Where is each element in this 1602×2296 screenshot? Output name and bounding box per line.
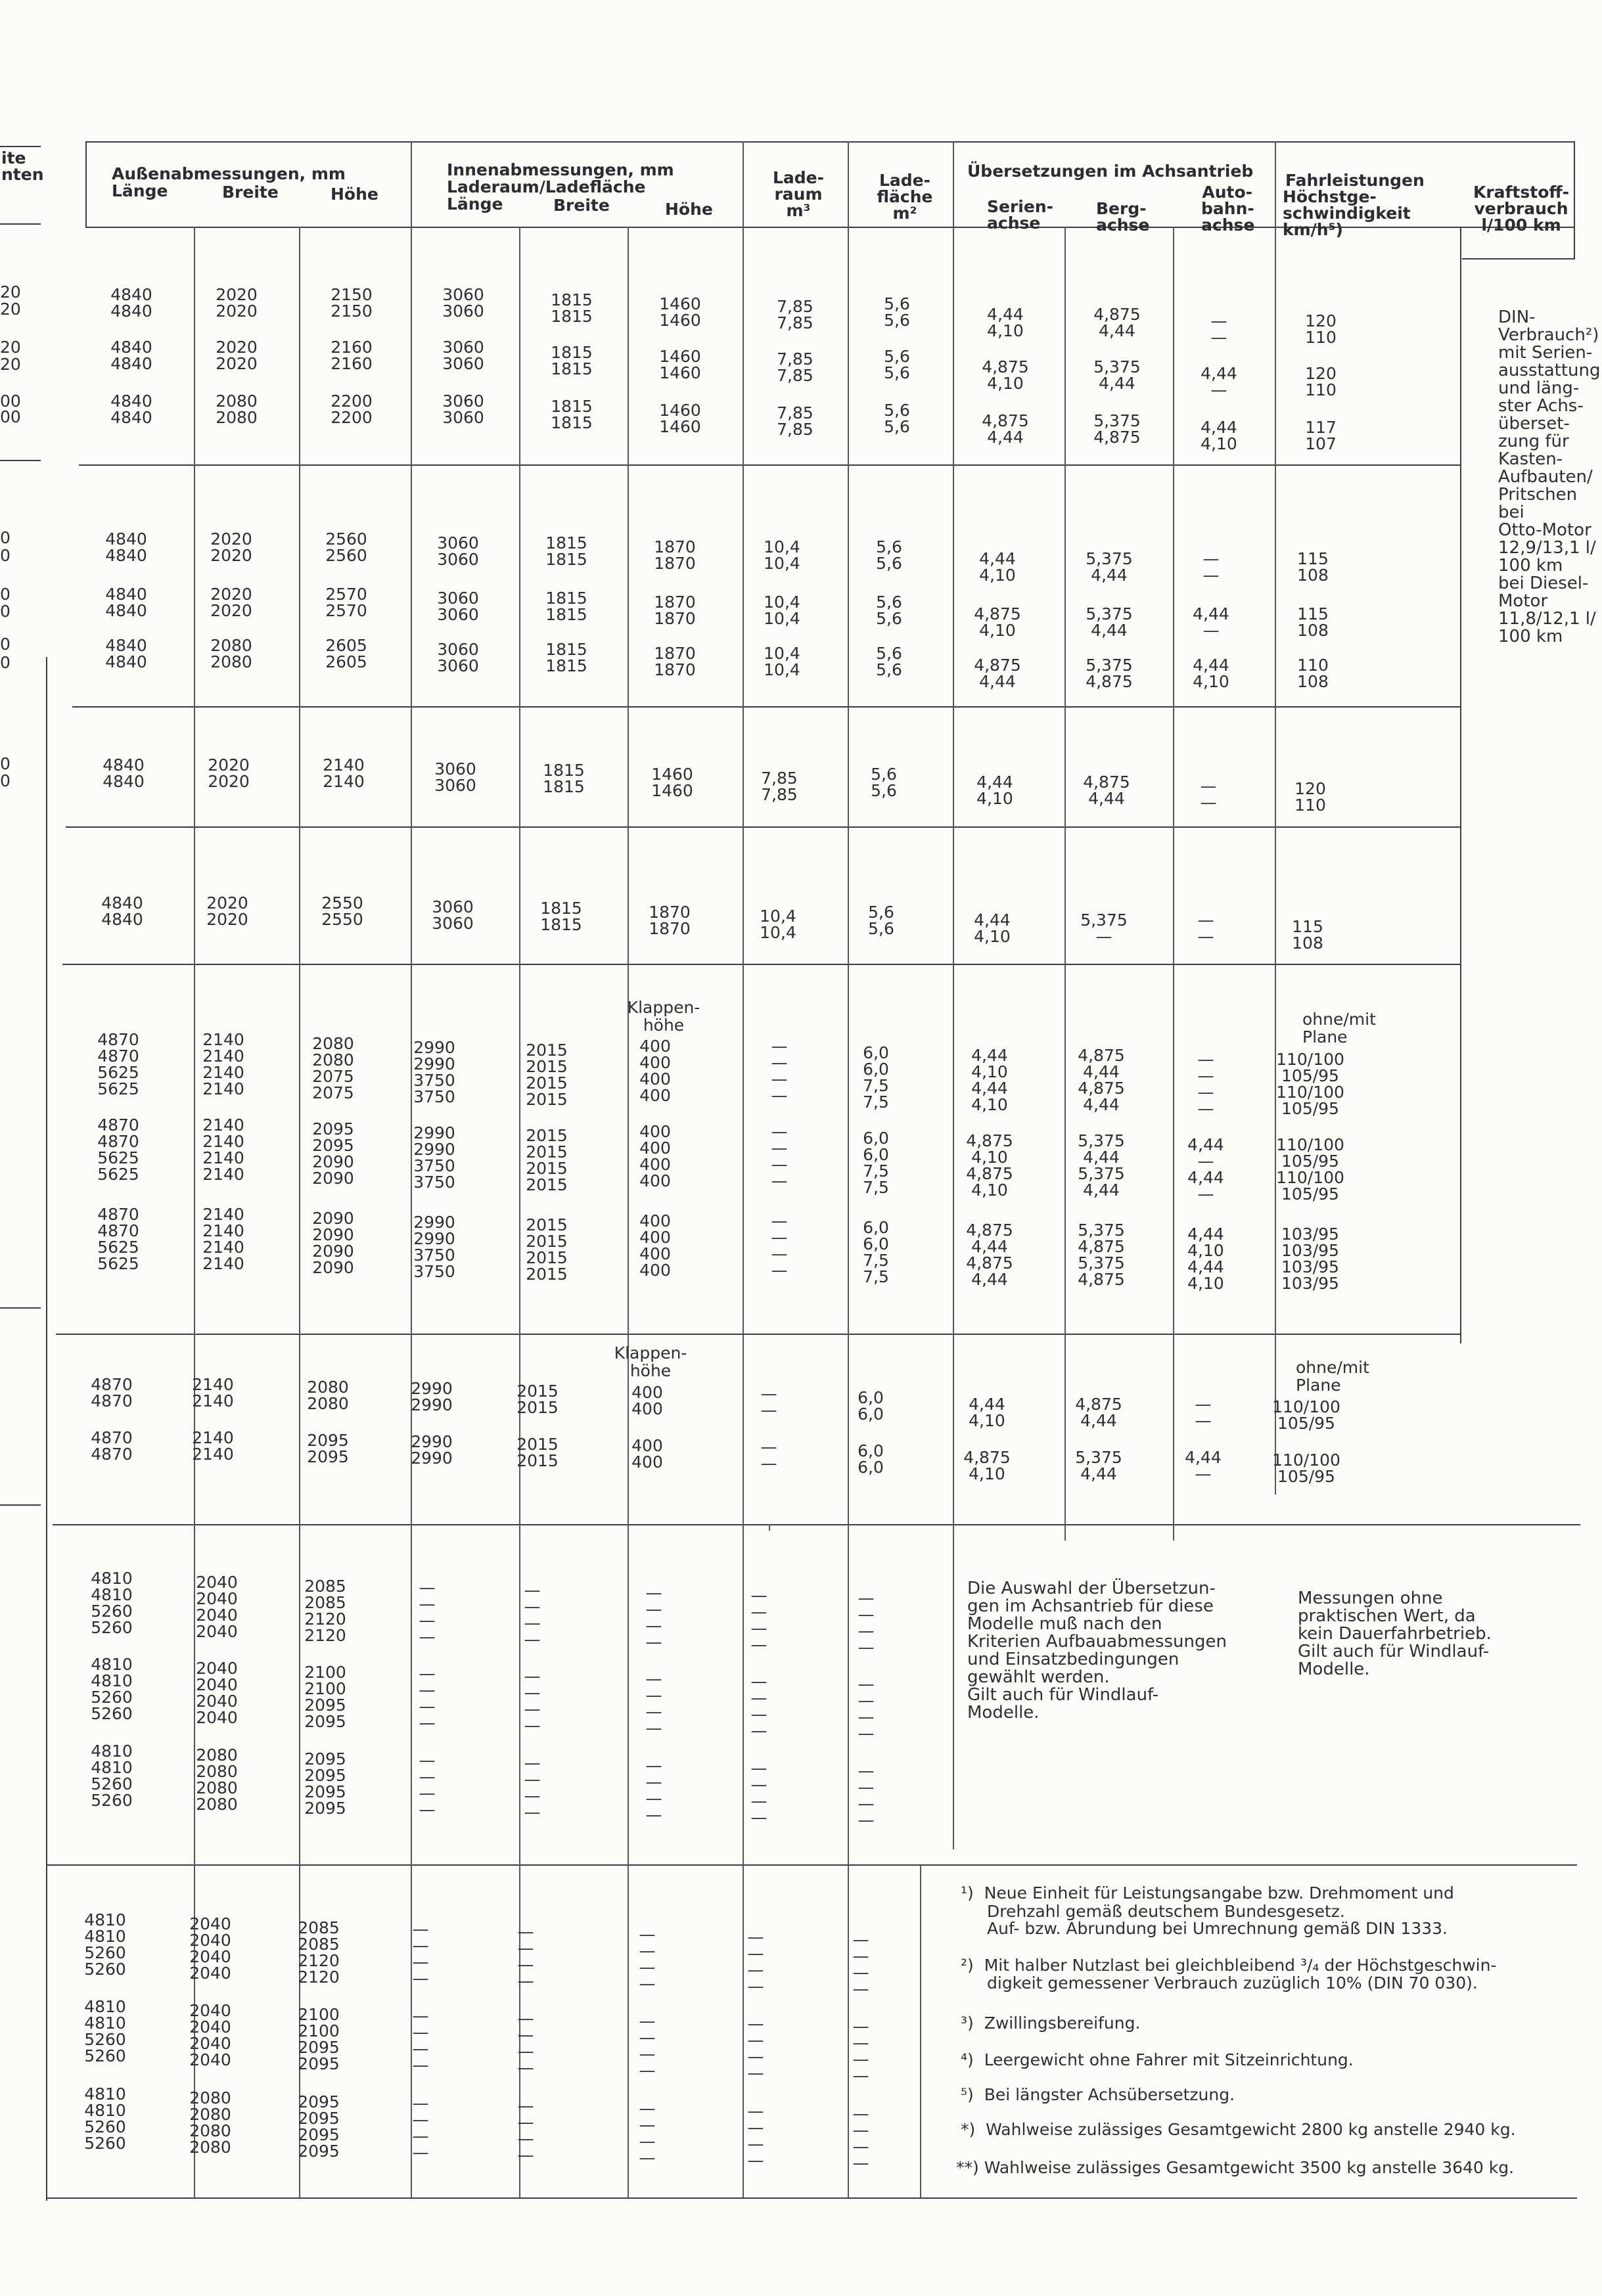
cell-laderaum: — — — — <box>771 1211 788 1280</box>
cell-serienachse: 4,44 4,10 <box>987 305 1024 340</box>
cell-aussen-breite: 2020 2020 <box>206 893 248 929</box>
cell-serienachse: 4,44 4,10 <box>969 1395 1005 1430</box>
cell-innen-laenge: 2990 2990 3750 3750 <box>413 1038 455 1106</box>
cell-ladeflaeche: 6,0 6,0 <box>858 1441 884 1477</box>
cell-aussen-laenge: 4840 4840 <box>105 636 147 671</box>
fragment-value: 0 <box>0 528 11 547</box>
cell-laderaum: 7,85 7,85 <box>777 297 813 332</box>
cell-aussen-laenge: 4870 4870 <box>91 1428 133 1464</box>
header-kraftstoff: Kraftstoff- verbrauch l/100 km <box>1473 183 1570 235</box>
cell-innen-hoehe: 1870 1870 <box>654 644 696 679</box>
cell-innen-laenge: 3060 3060 <box>437 640 479 675</box>
cell-hoechstgeschwindigkeit: 110 108 <box>1297 656 1329 691</box>
cell-bergachse: 5,375 4,875 5,375 4,875 <box>1078 1221 1125 1289</box>
fragment-value: 0 <box>0 754 11 773</box>
klappenhoehe-label: Klappen- höhe <box>627 998 700 1035</box>
cell-innen-hoehe: 1870 1870 <box>649 903 691 938</box>
cell-aussen-hoehe: 2550 2550 <box>321 893 363 929</box>
rule <box>53 1524 1580 1525</box>
cell-innen-laenge: 2990 2990 <box>411 1379 453 1414</box>
cell-innen-laenge: 3060 3060 <box>432 897 474 933</box>
cell-autobahnachse: — — <box>1210 311 1227 347</box>
cell-innen-laenge: 2990 2990 <box>411 1432 453 1468</box>
cell-dash: — — — — <box>412 2094 429 2162</box>
cell-aussen-hoehe: 2605 2605 <box>325 636 367 671</box>
cell-bergachse: 4,875 4,44 <box>1083 773 1130 808</box>
cell-aussen-hoehe: 2095 2095 <box>307 1431 349 1466</box>
cell-serienachse: 4,875 4,10 <box>963 1448 1011 1483</box>
cell-innen-hoehe: 1460 1460 <box>659 401 701 436</box>
rule <box>920 1866 921 2197</box>
messung-note: Messungen ohne praktischen Wert, da kein Dauerfahrbetrieb. Gilt auch für Windlauf- Modelle. <box>1298 1588 1492 1679</box>
cell-bergachse: 5,375 — <box>1080 911 1128 946</box>
cell-ladeflaeche: 6,0 6,0 7,5 7,5 <box>863 1043 889 1112</box>
cell-aussen-breite: 2140 2140 <box>192 1428 234 1464</box>
rule <box>1275 141 1276 1495</box>
cell-aussen-laenge: 4870 4870 5625 5625 <box>97 1205 139 1273</box>
cell-laderaum: 10,4 10,4 <box>764 537 800 573</box>
cell-dash: — — — — <box>639 2012 656 2080</box>
cell-aussen-laenge: 4870 4870 5625 5625 <box>97 1030 139 1098</box>
cell-innen-breite: 2015 2015 <box>516 1435 559 1470</box>
cell-aussen-laenge: 4840 4840 <box>110 285 152 321</box>
fragment-value: 00 <box>0 392 21 411</box>
cell-ladeflaeche: 5,6 5,6 <box>868 903 894 938</box>
footnote: ²) Mit halber Nutzlast bei gleichbleibend ³/₄ der Höchstgeschwin- <box>961 1956 1497 1975</box>
cell-innen-hoehe: 400 400 400 400 <box>639 1211 671 1280</box>
cell-aussen-laenge: 4810 4810 5260 5260 <box>91 1655 133 1723</box>
fragment-value: 0 <box>0 602 11 621</box>
fragment-value: 0 <box>0 546 11 565</box>
cell-hoechstgeschwindigkeit: 115 108 <box>1297 604 1329 640</box>
cell-ladeflaeche: 5,6 5,6 <box>871 765 897 800</box>
cell-laderaum: — — — — <box>771 1122 788 1190</box>
cell-aussen-breite: 2040 2040 2040 2040 <box>196 1573 238 1641</box>
cell-hoechstgeschwindigkeit: 110/100 105/95 <box>1272 1451 1340 1486</box>
cell-autobahnachse: 4,44 — 4,44 — <box>1187 1135 1224 1204</box>
cell-serienachse: 4,875 4,10 <box>982 357 1029 393</box>
cell-dash: — — — — <box>412 2006 429 2075</box>
rule <box>0 223 41 225</box>
cell-aussen-hoehe: 2570 2570 <box>325 585 367 620</box>
klappenhoehe-label: Klappen- höhe <box>614 1343 687 1380</box>
header-aussen-title: Außenabmessungen, mm <box>112 164 346 183</box>
cell-hoechstgeschwindigkeit: 110/100 105/95 <box>1272 1397 1340 1433</box>
cell-innen-hoehe: 1460 1460 <box>659 294 701 330</box>
cell-aussen-hoehe: 2085 2085 2120 2120 <box>298 1918 340 1987</box>
cell-bergachse: 4,875 4,44 <box>1075 1395 1122 1430</box>
rule <box>66 826 1460 828</box>
cell-aussen-hoehe: 2140 2140 <box>323 755 365 791</box>
cell-laderaum: 10,4 10,4 <box>764 644 800 679</box>
cell-aussen-hoehe: 2085 2085 2120 2120 <box>304 1577 346 1645</box>
cell-serienachse: 4,44 4,10 <box>976 773 1013 808</box>
cell-dash: — — — — <box>750 1586 767 1654</box>
rule <box>0 146 41 147</box>
cell-innen-hoehe: 1460 1460 <box>651 765 693 800</box>
cell-dash: — — — — <box>419 1751 436 1819</box>
cell-dash: — — — — <box>858 1588 875 1657</box>
cell-aussen-laenge: 4840 4840 <box>110 338 152 373</box>
cell-dash: — — — — <box>747 2014 764 2082</box>
cell-aussen-hoehe: 2560 2560 <box>325 529 367 565</box>
footnote-cont: Drehzahl gemäß deutschem Bundesgesetz. <box>987 1902 1345 1921</box>
rule <box>1173 227 1174 1541</box>
cell-autobahnachse: — — — — <box>1197 1050 1214 1118</box>
cell-bergachse: 4,875 4,44 4,875 4,44 <box>1078 1046 1125 1114</box>
cell-aussen-breite: 2080 2080 2080 2080 <box>189 2088 231 2157</box>
cell-serienachse: 4,875 4,44 <box>982 411 1029 447</box>
cell-aussen-breite: 2080 2080 <box>216 392 258 427</box>
cell-innen-breite: 1815 1815 <box>551 290 593 326</box>
cell-aussen-laenge: 4810 4810 5260 5260 <box>91 1742 133 1810</box>
plane-label: ohne/mit Plane <box>1296 1358 1369 1395</box>
cell-innen-laenge: 3060 3060 <box>442 338 484 373</box>
cell-hoechstgeschwindigkeit: 120 110 <box>1305 364 1337 399</box>
cell-laderaum: 10,4 10,4 <box>764 593 800 628</box>
header-laderaum: Lade- raum m³ <box>772 168 825 220</box>
cell-aussen-breite: 2040 2040 2040 2040 <box>196 1659 238 1727</box>
cell-dash: — — — — <box>645 1756 662 1824</box>
cell-dash: — — — — <box>639 1925 656 1993</box>
cell-laderaum: — — <box>760 1384 777 1420</box>
cell-hoechstgeschwindigkeit: 110/100 105/95 110/100 105/95 <box>1276 1135 1344 1204</box>
cell-aussen-breite: 2040 2040 2040 2040 <box>189 1914 231 1983</box>
cell-aussen-breite: 2040 2040 2040 2040 <box>189 2001 231 2069</box>
rule <box>1460 227 1461 1343</box>
header-innen-hoehe: Höhe <box>665 200 713 219</box>
cell-dash: — — — — <box>517 2009 534 2077</box>
rule <box>56 1334 1460 1335</box>
cell-aussen-laenge: 4840 4840 <box>103 755 145 791</box>
cell-serienachse: 4,875 4,10 <box>974 604 1021 640</box>
cell-innen-breite: 2015 2015 <box>516 1382 559 1417</box>
cell-autobahnachse: — — <box>1195 1395 1212 1430</box>
footnote: *) Wahlweise zulässiges Gesamtgewicht 2800 kg anstelle 2940 kg. <box>961 2120 1516 2139</box>
rule <box>519 227 520 2197</box>
cell-bergachse: 5,375 4,44 <box>1086 604 1133 640</box>
cell-serienachse: 4,875 4,44 4,875 4,44 <box>966 1221 1013 1289</box>
cell-autobahnachse: 4,44 — <box>1193 604 1229 640</box>
cell-aussen-laenge: 4810 4810 5260 5260 <box>91 1569 133 1637</box>
cell-hoechstgeschwindigkeit: 115 108 <box>1297 549 1329 585</box>
cell-dash: — — — — <box>524 1753 541 1822</box>
cell-innen-breite: 1815 1815 <box>551 397 593 432</box>
cell-aussen-breite: 2020 2020 <box>216 285 258 321</box>
cell-aussen-laenge: 4840 4840 <box>105 585 147 620</box>
cell-laderaum: 10,4 10,4 <box>760 907 796 942</box>
cell-autobahnachse: 4,44 4,10 4,44 4,10 <box>1187 1225 1224 1293</box>
cell-ladeflaeche: 5,6 5,6 <box>884 294 910 330</box>
uebersetzung-note: Die Auswahl der Übersetzun- gen im Achsantrieb für diese Modelle muß nach den Kriterien Aufbauabmessungen und Einsatzbedingungen gewählt werden. Gilt auch für Windlauf- Modelle. <box>967 1579 1227 1722</box>
cell-ladeflaeche: 5,6 5,6 <box>884 347 910 382</box>
cell-aussen-laenge: 4810 4810 5260 5260 <box>84 1997 126 2065</box>
rule <box>46 1864 1577 1866</box>
rule <box>79 464 1460 466</box>
cell-aussen-hoehe: 2090 2090 2090 2090 <box>312 1209 354 1277</box>
cell-hoechstgeschwindigkeit: 120 110 <box>1294 779 1326 815</box>
footnote: ⁴) Leergewicht ohne Fahrer mit Sitzeinrichtung. <box>961 2050 1354 2069</box>
cell-hoechstgeschwindigkeit: 110/100 105/95 110/100 105/95 <box>1276 1050 1344 1118</box>
cell-ladeflaeche: 5,6 5,6 <box>876 537 902 573</box>
cell-dash: — — — — <box>645 1669 662 1738</box>
rule <box>0 1504 41 1506</box>
cell-innen-hoehe: 400 400 <box>631 1436 663 1472</box>
cell-aussen-hoehe: 2150 2150 <box>331 285 373 321</box>
cell-aussen-laenge: 4840 4840 <box>101 893 143 929</box>
kraftstoff-note: DIN- Verbrauch²) mit Serien- ausstattung und läng- ster Achs- überset- zung für Kasten- Aufbauten/ Pritschen bei Otto-Motor 12,9/13,1 l/ 100 km bei Diesel- Motor 11,8/12,1 l/ 100 km <box>1498 307 1601 646</box>
cell-serienachse: 4,875 4,44 <box>974 656 1021 691</box>
cell-autobahnachse: 4,44 4,10 <box>1201 418 1237 453</box>
footnote-cont: Auf- bzw. Abrundung bei Umrechnung gemäß DIN 1333. <box>987 1919 1448 1938</box>
cell-innen-breite: 1815 1815 <box>551 343 593 378</box>
cell-dash: — — — — <box>639 2099 656 2167</box>
cell-bergachse: 5,375 4,875 <box>1093 411 1141 447</box>
cell-aussen-breite: 2020 2020 <box>210 585 252 620</box>
cell-aussen-breite: 2020 2020 <box>210 529 252 565</box>
fragment-value: 20 <box>0 300 21 319</box>
cell-ladeflaeche: 5,6 5,6 <box>876 593 902 628</box>
rule <box>0 1307 41 1309</box>
rule <box>1462 258 1574 259</box>
cell-bergachse: 5,375 4,44 <box>1093 357 1141 393</box>
cell-autobahnachse: — — <box>1202 549 1220 585</box>
cell-dash: — — — — <box>852 2017 869 2085</box>
cell-aussen-breite: 2080 2080 <box>210 636 252 671</box>
header-fahrleistungen: Fahrleistungen Höchstge- schwindigkeit km/h⁵) <box>1283 171 1425 239</box>
cell-aussen-hoehe: 2080 2080 2075 2075 <box>312 1034 354 1102</box>
fragment-value: 0 <box>0 585 11 604</box>
cell-aussen-breite: 2140 2140 <box>192 1375 234 1410</box>
rule <box>85 141 87 227</box>
cell-laderaum: 7,85 7,85 <box>761 769 798 804</box>
cell-dash: — — — — <box>524 1581 541 1649</box>
cell-innen-breite: 1815 1815 <box>543 761 585 796</box>
cell-aussen-hoehe: 2095 2095 2095 2095 <box>304 1749 346 1818</box>
rule <box>1064 227 1066 1541</box>
cell-dash: — — — — <box>858 1675 875 1743</box>
cell-dash: — — — — <box>852 2104 869 2172</box>
cell-hoechstgeschwindigkeit: 115 108 <box>1292 917 1323 953</box>
fragment-value: 0 <box>0 635 11 654</box>
cell-innen-hoehe: 400 400 400 400 <box>639 1122 671 1190</box>
cell-dash: — — — — <box>747 2102 764 2170</box>
rule <box>0 460 41 461</box>
cell-bergachse: 5,375 4,44 <box>1086 549 1133 585</box>
rule <box>72 706 1460 708</box>
cell-innen-hoehe: 1870 1870 <box>654 537 696 573</box>
cell-autobahnachse: — — <box>1200 777 1217 812</box>
cell-aussen-hoehe: 2095 2095 2090 2090 <box>312 1119 354 1188</box>
cell-dash: — — — — <box>524 1667 541 1735</box>
plane-label: ohne/mit Plane <box>1302 1010 1376 1047</box>
cell-innen-laenge: 3060 3060 <box>442 285 484 321</box>
cell-laderaum: 7,85 7,85 <box>777 349 813 385</box>
cell-innen-laenge: 3060 3060 <box>442 392 484 427</box>
header-serien: Serien- achse <box>987 197 1053 233</box>
cell-innen-laenge: 2990 2990 3750 3750 <box>413 1213 455 1281</box>
cell-aussen-hoehe: 2100 2100 2095 2095 <box>304 1663 346 1731</box>
cell-aussen-breite: 2140 2140 2140 2140 <box>202 1030 244 1098</box>
cell-innen-breite: 2015 2015 2015 2015 <box>526 1215 568 1284</box>
cell-serienachse: 4,44 4,10 4,44 4,10 <box>971 1046 1008 1114</box>
cell-innen-breite: 1815 1815 <box>540 899 582 934</box>
cell-ladeflaeche: 6,0 6,0 7,5 7,5 <box>863 1218 889 1286</box>
cell-dash: — — — — <box>750 1672 767 1740</box>
rule <box>46 657 47 2201</box>
cell-dash: — — — — <box>852 1930 869 1998</box>
cell-autobahnachse: 4,44 — <box>1185 1448 1222 1483</box>
cell-aussen-breite: 2140 2140 2140 2140 <box>202 1205 244 1273</box>
cell-innen-breite: 1815 1815 <box>545 589 587 624</box>
header-berg: Berg- achse <box>1096 199 1150 235</box>
cell-innen-breite: 2015 2015 2015 2015 <box>526 1041 568 1109</box>
cell-aussen-laenge: 4840 4840 <box>110 392 152 427</box>
cell-aussen-breite: 2020 2020 <box>216 338 258 373</box>
footnote-cont: digkeit gemessener Verbrauch zuzüglich 10% (DIN 70 030). <box>987 1973 1478 1992</box>
rule <box>953 141 954 1849</box>
footnote: **) Wahlweise zulässiges Gesamtgewicht 3500 kg anstelle 3640 kg. <box>956 2158 1515 2177</box>
cell-innen-hoehe: 1460 1460 <box>659 347 701 382</box>
cell-aussen-hoehe: 2100 2100 2095 2095 <box>298 2005 340 2073</box>
rule <box>769 1524 770 1531</box>
cell-hoechstgeschwindigkeit: 103/95 103/95 103/95 103/95 <box>1281 1225 1339 1293</box>
cell-laderaum: — — <box>760 1437 777 1473</box>
header-aussen-hoehe: Höhe <box>331 185 378 204</box>
cell-ladeflaeche: 5,6 5,6 <box>884 401 910 436</box>
cell-bergachse: 4,875 4,44 <box>1093 305 1141 340</box>
cell-dash: — — — — <box>517 1922 534 1991</box>
cell-autobahnachse: 4,44 — <box>1201 364 1237 399</box>
cell-aussen-laenge: 4810 4810 5260 5260 <box>84 2084 126 2153</box>
header-ladeflaeche: Lade- fläche m² <box>877 171 933 223</box>
cell-innen-hoehe: 400 400 400 400 <box>639 1037 671 1105</box>
header-auto: Auto- bahn- achse <box>1201 183 1255 235</box>
cell-innen-laenge: 3060 3060 <box>434 759 476 795</box>
cell-ladeflaeche: 6,0 6,0 <box>858 1388 884 1424</box>
footnote: ¹) Neue Einheit für Leistungsangabe bzw. Drehmoment und <box>961 1883 1454 1902</box>
header-innen-laenge: Länge <box>447 194 503 214</box>
cell-innen-laenge: 3060 3060 <box>437 589 479 624</box>
cell-innen-laenge: 2990 2990 3750 3750 <box>413 1123 455 1192</box>
fragment-value: 20 <box>0 282 21 302</box>
rule <box>85 141 1574 143</box>
cell-autobahnachse: 4,44 4,10 <box>1193 656 1229 691</box>
cell-aussen-hoehe: 2160 2160 <box>331 338 373 373</box>
cell-serienachse: 4,44 4,10 <box>979 549 1016 585</box>
cell-aussen-hoehe: 2200 2200 <box>331 392 373 427</box>
cell-innen-breite: 1815 1815 <box>545 640 587 675</box>
fragment-value: 00 <box>0 407 21 426</box>
cell-laderaum: — — — — <box>771 1037 788 1105</box>
cell-dash: — — — — <box>858 1761 875 1830</box>
cell-aussen-breite: 2140 2140 2140 2140 <box>202 1115 244 1184</box>
fragment-value: 20 <box>0 355 21 374</box>
cell-dash: — — — — <box>747 1927 764 1996</box>
rule <box>1574 141 1575 259</box>
cell-innen-breite: 2015 2015 2015 2015 <box>526 1126 568 1194</box>
cell-ladeflaeche: 5,6 5,6 <box>876 644 902 679</box>
cell-dash: — — — — <box>645 1583 662 1652</box>
header-innen-sub: Laderaum/Ladefläche <box>447 177 646 196</box>
cell-serienachse: 4,44 4,10 <box>974 911 1011 946</box>
fragment-value: 0 <box>0 653 11 672</box>
header-innen-breite: Breite <box>553 196 610 215</box>
header-innen-title: Innenabmessungen, mm <box>447 160 674 179</box>
cell-bergachse: 5,375 4,875 <box>1086 656 1133 691</box>
header-aussen-laenge: Länge <box>112 181 168 200</box>
cell-dash: — — — — <box>517 2096 534 2165</box>
cell-innen-hoehe: 1870 1870 <box>654 593 696 628</box>
cell-aussen-breite: 2020 2020 <box>208 755 250 791</box>
cell-innen-laenge: 3060 3060 <box>437 533 479 569</box>
cell-aussen-breite: 2080 2080 2080 2080 <box>196 1745 238 1814</box>
cell-aussen-laenge: 4810 4810 5260 5260 <box>84 1910 126 1979</box>
header-aussen-breite: Breite <box>222 183 279 202</box>
fragment-value: 0 <box>0 771 11 790</box>
footnote: ⁵) Bei längster Achsübersetzung. <box>961 2085 1235 2104</box>
cell-dash: — — — — <box>750 1759 767 1827</box>
cell-ladeflaeche: 6,0 6,0 7,5 7,5 <box>863 1129 889 1197</box>
fragment-value: 20 <box>0 338 21 357</box>
fragment-header: ite nten <box>1 148 44 184</box>
cell-dash: — — — — <box>419 1664 436 1732</box>
cell-serienachse: 4,875 4,10 4,875 4,10 <box>966 1131 1013 1200</box>
cell-dash: — — — — <box>419 1578 436 1646</box>
cell-bergachse: 5,375 4,44 5,375 4,44 <box>1078 1131 1125 1200</box>
cell-aussen-hoehe: 2095 2095 2095 2095 <box>298 2092 340 2161</box>
rule <box>628 227 629 2197</box>
cell-aussen-laenge: 4840 4840 <box>105 529 147 565</box>
header-uebersetzung-title: Übersetzungen im Achsantrieb <box>967 162 1254 181</box>
cell-dash: — — — — <box>412 1920 429 1988</box>
cell-innen-breite: 1815 1815 <box>545 533 587 569</box>
cell-innen-hoehe: 400 400 <box>631 1383 663 1418</box>
cell-aussen-laenge: 4870 4870 <box>91 1375 133 1410</box>
footnote: ³) Zwillingsbereifung. <box>961 2014 1141 2033</box>
rule <box>46 2197 1577 2199</box>
rule <box>62 964 1460 965</box>
cell-autobahnachse: — — <box>1197 911 1214 946</box>
cell-aussen-hoehe: 2080 2080 <box>307 1378 349 1413</box>
cell-bergachse: 5,375 4,44 <box>1075 1448 1122 1483</box>
cell-hoechstgeschwindigkeit: 117 107 <box>1305 418 1337 453</box>
cell-hoechstgeschwindigkeit: 120 110 <box>1305 311 1337 347</box>
cell-laderaum: 7,85 7,85 <box>777 403 813 439</box>
cell-aussen-laenge: 4870 4870 5625 5625 <box>97 1115 139 1184</box>
